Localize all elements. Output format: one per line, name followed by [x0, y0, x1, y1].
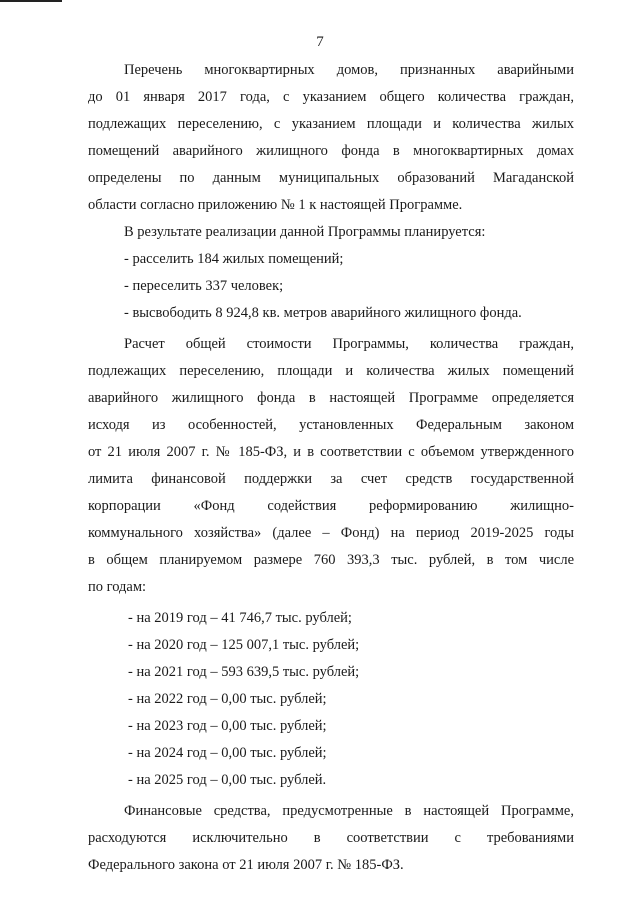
text-line: лимита финансовой поддержки за счет средств государственной: [88, 471, 574, 487]
text-line: определены по данным муниципальных образований Магаданской: [88, 170, 574, 186]
text-line: Финансовые средства, предусмотренные в настоящей Программе,: [124, 803, 574, 819]
text-line: Расчет общей стоимости Программы, количества граждан,: [124, 336, 574, 352]
list-item: - на 2020 год – 125 007,1 тыс. рублей;: [128, 637, 360, 653]
text-line: области согласно приложению № 1 к настоящей Программе.: [88, 197, 463, 213]
list-item: - на 2022 год – 0,00 тыс. рублей;: [128, 691, 327, 707]
paragraph-funds-usage: [88, 798, 574, 879]
year-funding-list: [88, 605, 574, 794]
text-line: от 21 июля 2007 г. № 185-ФЗ, и в соответствии с объемом утвержденного: [88, 444, 574, 460]
paragraph-plan-intro: В результате реализации данной Программы планируется:: [124, 224, 486, 240]
page-corner-line: [0, 0, 62, 2]
text-line: аварийного жилищного фонда в настоящей Программе определяется: [88, 390, 574, 406]
list-item: - на 2024 год – 0,00 тыс. рублей;: [128, 745, 327, 761]
list-item: - расселить 184 жилых помещений;: [124, 251, 344, 267]
text-line: исходя из особенностей, установленных Федеральным законом: [88, 417, 574, 433]
list-item: - переселить 337 человек;: [124, 278, 284, 294]
text-line: по годам:: [88, 579, 147, 595]
list-item: - на 2019 год – 41 746,7 тыс. рублей;: [128, 610, 352, 626]
page-number: 7: [316, 34, 324, 50]
paragraph-housing-list: [88, 57, 574, 219]
text-line: помещений аварийного жилищного фонда в многоквартирных домах: [88, 143, 574, 159]
paragraph-cost-calculation: [88, 331, 574, 601]
list-item: - высвободить 8 924,8 кв. метров аварийного жилищного фонда.: [124, 305, 522, 321]
text-line: Перечень многоквартирных домов, признанных аварийными: [124, 62, 574, 78]
text-line: до 01 января 2017 года, с указанием общего количества граждан,: [88, 89, 574, 105]
document-body: [88, 57, 574, 879]
text-line: Федерального закона от 21 июля 2007 г. № 185-ФЗ.: [88, 857, 404, 873]
list-item: - на 2021 год – 593 639,5 тыс. рублей;: [128, 664, 360, 680]
text-line: расходуются исключительно в соответствии с требованиями: [88, 830, 574, 846]
text-line: коммунального хозяйства» (далее – Фонд) на период 2019-2025 годы: [88, 525, 574, 541]
list-item: - на 2023 год – 0,00 тыс. рублей;: [128, 718, 327, 734]
text-line: подлежащих переселению, с указанием площади и количества жилых: [88, 116, 574, 132]
plan-list: [88, 246, 574, 327]
list-item: - на 2025 год – 0,00 тыс. рублей.: [128, 772, 327, 788]
text-line: подлежащих переселению, площади и количества жилых помещений: [88, 363, 574, 379]
text-line: корпорации «Фонд содействия реформированию жилищно-: [88, 498, 574, 514]
text-line: в общем планируемом размере 760 393,3 тыс. рублей, в том числе: [88, 552, 574, 568]
